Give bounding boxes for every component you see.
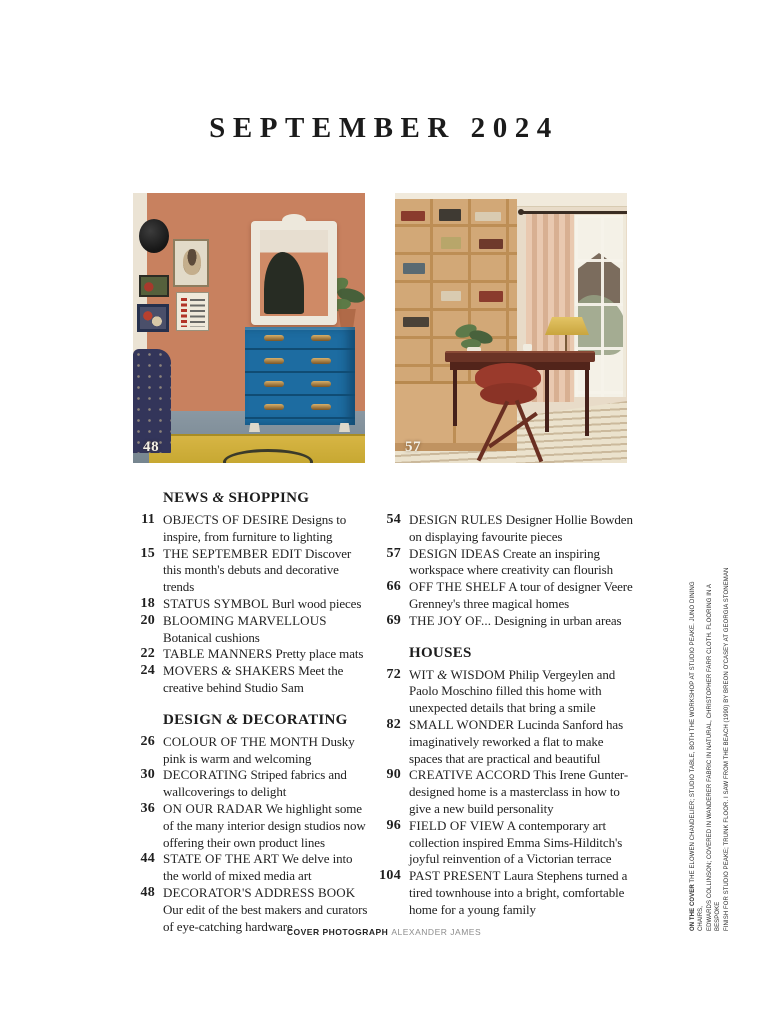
entry-text: DESIGN RULES Designer Hollie Bowden on displaying favourite pieces bbox=[409, 512, 633, 544]
portrait-face bbox=[183, 249, 201, 275]
entry-text: PAST PRESENT Laura Stephens turned a tired townhouse into a bright, comfortable home for a young family bbox=[409, 868, 628, 917]
toc-entry bbox=[377, 512, 636, 546]
entry-page-number: 69 bbox=[386, 612, 401, 628]
photo-row bbox=[133, 193, 627, 463]
entry-text: FIELD OF VIEW A contemporary art collection inspired Emma Sims-Hilditch's joyful reinvention of a Victorian terrace bbox=[409, 817, 623, 867]
entry-title: FIELD OF VIEW bbox=[409, 817, 505, 833]
toc-entry bbox=[377, 667, 636, 717]
drawer-handle bbox=[264, 335, 284, 341]
chest-foot bbox=[249, 423, 260, 432]
entry-title: STATUS SYMBOL bbox=[163, 595, 269, 611]
entry-text: STATE OF THE ART We delve into the world of mixed media art bbox=[163, 851, 353, 884]
entry-page-number: 48 bbox=[140, 884, 155, 900]
toc-entry bbox=[377, 818, 636, 868]
desk-top bbox=[445, 351, 595, 362]
entry-text: MOVERS & SHAKERS Meet the creative behind Studio Sam bbox=[163, 663, 344, 695]
entry-title: DESIGN RULES bbox=[409, 512, 503, 527]
toc-entry bbox=[377, 546, 636, 580]
photo-left-interior bbox=[133, 193, 365, 463]
books bbox=[403, 263, 425, 274]
entry-page-number: 90 bbox=[386, 767, 401, 783]
toc-entry bbox=[131, 613, 369, 647]
entry-page-number: 20 bbox=[140, 612, 155, 628]
drawer bbox=[245, 350, 355, 373]
entry-title: DECORATING bbox=[163, 767, 248, 783]
mirror-reflection bbox=[264, 252, 304, 314]
curtain-rod-finial bbox=[518, 209, 524, 215]
entry-text: DECORATOR'S ADDRESS BOOK Our edit of the best makers and curators of eye-catching hardware bbox=[163, 884, 368, 934]
entry-page-number: 54 bbox=[386, 512, 401, 527]
entry-title: TABLE MANNERS bbox=[163, 646, 273, 662]
entry-text: SMALL WONDER Lucinda Sanford has imaginatively reworked a flat to make spaces that are practical and beautiful bbox=[409, 716, 624, 766]
books bbox=[475, 212, 501, 221]
entry-text: OFF THE SHELF A tour of designer Veere Grenney's three magical homes bbox=[409, 579, 633, 611]
toc-entry bbox=[131, 734, 369, 768]
drawer-handle bbox=[311, 358, 331, 364]
text-artwork-lines bbox=[190, 299, 205, 327]
mirror-glass bbox=[260, 230, 328, 316]
table-of-contents bbox=[131, 489, 636, 935]
ornate-mirror bbox=[251, 221, 337, 325]
mirror-crest bbox=[282, 214, 306, 227]
cover-photograph-line bbox=[0, 927, 768, 937]
entry-page-number: 26 bbox=[140, 733, 155, 749]
toc-entry bbox=[377, 717, 636, 767]
toc-column-right bbox=[377, 489, 636, 935]
entry-text: DESIGN IDEAS Create an inspiring workspace where creativity can flourish bbox=[409, 545, 614, 578]
section-heading: DESIGN & DECORATING bbox=[163, 711, 348, 728]
plant-pot bbox=[337, 309, 357, 329]
drawer bbox=[245, 396, 355, 419]
toc-entry bbox=[131, 851, 369, 885]
drawer-handle bbox=[311, 404, 331, 410]
entry-title: OBJECTS OF DESIRE bbox=[163, 512, 289, 527]
entry-title: WIT & WISDOM bbox=[409, 666, 506, 682]
cover-credit-line: EDWARDS COLLINSON; COVERED IN WANDERER FABRIC IN NATURAL, CHRISTOPHER FARR CLOTH. FLOORING IN A BESPOKE bbox=[706, 584, 722, 931]
section-heading: NEWS & SHOPPING bbox=[163, 490, 310, 506]
entry-page-number: 82 bbox=[386, 716, 401, 732]
drawer-handle bbox=[264, 404, 284, 410]
drawer bbox=[245, 373, 355, 396]
entry-text: DECORATING Striped fabrics and wallcoverings to delight bbox=[163, 767, 347, 800]
entry-page-number: 36 bbox=[140, 800, 155, 816]
desk-leg bbox=[585, 370, 589, 436]
entry-page-number: 72 bbox=[386, 666, 401, 682]
framed-print bbox=[137, 304, 169, 332]
cover-photographer-name: ALEXANDER JAMES bbox=[391, 927, 482, 937]
toc-column-left bbox=[131, 489, 369, 935]
entry-page-number: 15 bbox=[140, 545, 155, 561]
desk-leg bbox=[453, 370, 457, 426]
page-title: SEPTEMBER 2024 bbox=[209, 112, 559, 144]
entry-page-number: 96 bbox=[386, 817, 401, 833]
cup-on-desk bbox=[523, 344, 532, 351]
entry-page-number: 44 bbox=[140, 851, 155, 867]
chest-foot bbox=[339, 423, 350, 432]
books bbox=[401, 211, 425, 221]
drawer bbox=[245, 327, 355, 350]
photo-right-interior bbox=[395, 193, 627, 463]
desk-lamp-shade bbox=[545, 317, 589, 335]
entry-title: PAST PRESENT bbox=[409, 868, 501, 884]
entry-title: MOVERS & SHAKERS bbox=[163, 663, 296, 679]
entry-text: STATUS SYMBOL Burl wood pieces bbox=[163, 595, 362, 611]
books bbox=[439, 209, 461, 221]
entry-page-number: 57 bbox=[386, 545, 401, 561]
section-heading: HOUSES bbox=[409, 644, 472, 661]
entry-title: BLOOMING MARVELLOUS bbox=[163, 612, 327, 628]
toc-entry bbox=[131, 663, 369, 697]
toc-entry bbox=[377, 767, 636, 817]
toc-entry bbox=[131, 546, 369, 596]
books bbox=[479, 239, 503, 249]
entry-page-number: 11 bbox=[141, 512, 155, 527]
toc-entry bbox=[131, 596, 369, 613]
books bbox=[403, 317, 429, 327]
blue-chest-of-drawers bbox=[245, 327, 355, 425]
on-the-cover-credit bbox=[689, 561, 731, 931]
entry-text: ON OUR RADAR We highlight some of the many interior design studios now offering their own product lines bbox=[163, 800, 366, 850]
entry-text: OBJECTS OF DESIRE Designs to inspire, from furniture to lighting bbox=[163, 512, 347, 544]
patterned-armchair bbox=[133, 349, 171, 453]
drawer-handle bbox=[311, 381, 331, 387]
toc-entry bbox=[131, 512, 369, 546]
entry-text: THE JOY OF... Designing in urban areas bbox=[409, 612, 622, 628]
entry-title: THE SEPTEMBER EDIT bbox=[163, 545, 302, 561]
text-artwork bbox=[176, 292, 209, 331]
toc-entry bbox=[131, 767, 369, 801]
entry-title: COLOUR OF THE MONTH bbox=[163, 733, 318, 749]
cover-photograph-label: COVER PHOTOGRAPH bbox=[286, 927, 389, 937]
entry-text: BLOOMING MARVELLOUS Botanical cushions bbox=[163, 612, 327, 645]
entry-title: ON OUR RADAR bbox=[163, 800, 263, 816]
toc-entry bbox=[377, 613, 636, 630]
entry-text: COLOUR OF THE MONTH Dusky pink is warm and welcoming bbox=[163, 733, 355, 766]
toc-entry bbox=[131, 801, 369, 851]
entry-page-number: 30 bbox=[140, 767, 155, 783]
entry-text: WIT & WISDOM Philip Vergeylen and Paolo Moschino filled this home with unexpected details that bring a smile bbox=[409, 666, 616, 716]
toc-entry bbox=[377, 579, 636, 613]
entry-page-number: 66 bbox=[386, 579, 401, 595]
entry-title: STATE OF THE ART bbox=[163, 851, 279, 867]
cover-credit-line: FINISH FOR STUDIO PEAKE; TRUNK FLOOR. I SAW FROM THE BEACH (1990) BY BREON O'CASEY AT GEORGIA STONEMAN bbox=[723, 567, 730, 931]
text-artwork-red-bars bbox=[181, 298, 187, 327]
entry-title: OFF THE SHELF bbox=[409, 579, 506, 595]
small-artwork bbox=[139, 275, 169, 297]
entry-text: CREATIVE ACCORD This Irene Gunter-designed home is a masterclass in how to give a new build personality bbox=[409, 767, 629, 816]
entry-text: TABLE MANNERS Pretty place mats bbox=[163, 646, 364, 662]
books bbox=[441, 291, 461, 301]
entry-title: DECORATOR'S ADDRESS BOOK bbox=[163, 884, 356, 900]
desk-leg bbox=[545, 370, 549, 432]
drawer-handle bbox=[264, 358, 284, 364]
drawer-handle bbox=[311, 335, 331, 341]
books bbox=[441, 237, 461, 249]
cover-credit-line: ON THE COVER THE ELOWEN CHANDELIER; STUDIO TABLE, BOTH THE WORKSHOP AT STUDIO PEAKE. JUNO DINING CHAIRS, bbox=[690, 581, 705, 931]
toc-entry bbox=[131, 646, 369, 663]
drawer-handle bbox=[264, 381, 284, 387]
entry-page-number: 104 bbox=[379, 868, 401, 884]
entry-title: THE JOY OF... bbox=[409, 612, 492, 628]
entry-text: THE SEPTEMBER EDIT Discover this month's debuts and decorative trends bbox=[163, 545, 352, 595]
toc-entry bbox=[377, 868, 636, 918]
photo-page-number: 48 bbox=[143, 439, 160, 455]
entry-page-number: 18 bbox=[140, 595, 155, 611]
entry-title: DESIGN IDEAS bbox=[409, 545, 500, 561]
entry-title: SMALL WONDER bbox=[409, 716, 515, 732]
entry-page-number: 22 bbox=[140, 646, 155, 662]
portrait-artwork bbox=[173, 239, 209, 287]
entry-title: CREATIVE ACCORD bbox=[409, 767, 531, 783]
photo-page-number: 57 bbox=[405, 439, 422, 455]
entry-page-number: 24 bbox=[140, 663, 155, 679]
books bbox=[479, 291, 503, 302]
wall-plate-decor bbox=[139, 219, 169, 253]
